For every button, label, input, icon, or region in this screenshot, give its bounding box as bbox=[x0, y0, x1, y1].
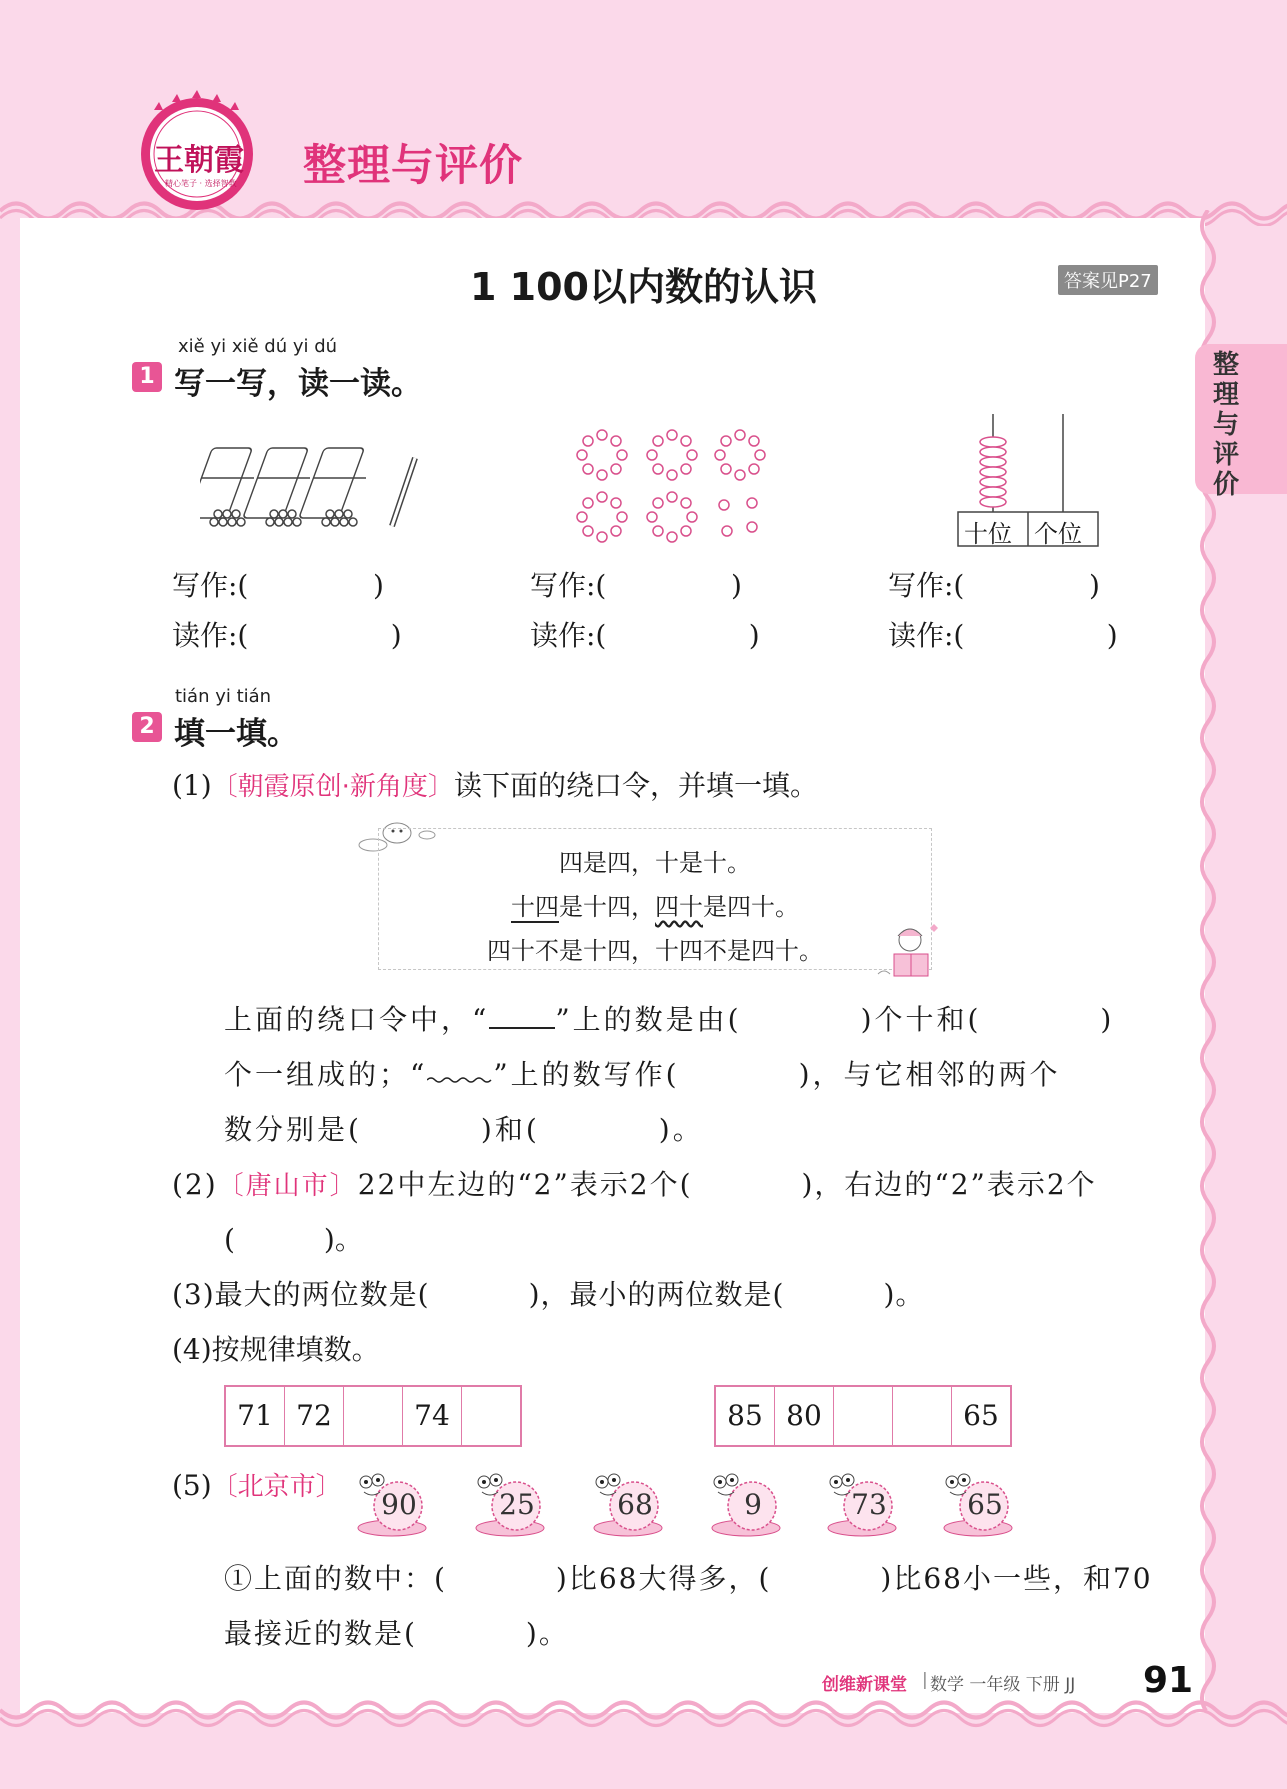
stick-bundles-image bbox=[200, 438, 430, 538]
part1-line1-b[interactable]: ”上的数是由( )个十和( ) bbox=[555, 1003, 1115, 1036]
seq2-blank-cell[interactable] bbox=[834, 1387, 893, 1445]
poem-line-2-b: 是十四， bbox=[559, 893, 655, 921]
logo-subtext: 精心笔子 · 选择智教 bbox=[165, 179, 237, 188]
wave-border-bottom bbox=[0, 1700, 1287, 1730]
part1-prefix: (1) bbox=[172, 769, 212, 802]
part1-wavy-underline-sample bbox=[427, 1058, 493, 1080]
q2-part3[interactable]: (3)最大的两位数是( )，最小的两位数是( )。 bbox=[172, 1278, 925, 1311]
q1-pinyin: xiě yi xiě dú yi dú bbox=[178, 336, 338, 357]
poem-wavy-word: 四十 bbox=[655, 893, 703, 921]
poem-line-3: 四十不是十四，十四不是四十。 bbox=[487, 937, 823, 965]
q2-part1-heading bbox=[172, 764, 818, 804]
number-sequence-1 bbox=[224, 1385, 522, 1447]
q1-write-2[interactable]: 写作:( ) bbox=[530, 569, 742, 602]
snail-number-card bbox=[706, 1470, 784, 1538]
poem-line-1: 四是四，十是十。 bbox=[559, 849, 751, 877]
q1-read-3[interactable]: 读作:( ) bbox=[888, 619, 1118, 652]
bead-rings-image bbox=[572, 425, 772, 545]
poem-underlined-word: 十四 bbox=[511, 893, 559, 921]
abacus-label-tens: 十位 bbox=[964, 520, 1012, 548]
q2-part4: (4)按规律填数。 bbox=[172, 1333, 380, 1366]
number-sequence-2 bbox=[714, 1385, 1012, 1447]
snail-number: 68 bbox=[617, 1488, 653, 1521]
q1-read-2[interactable]: 读作:( ) bbox=[530, 619, 760, 652]
part2-text[interactable]: 22中左边的“2”表示2个( )，右边的“2”表示2个 bbox=[357, 1168, 1097, 1201]
q2-part2-line1 bbox=[172, 1163, 1097, 1203]
seq2-cell: 80 bbox=[775, 1387, 834, 1445]
seq1-blank-cell[interactable] bbox=[344, 1387, 403, 1445]
snail-number-card bbox=[352, 1470, 430, 1538]
snail-number: 9 bbox=[744, 1488, 762, 1521]
seq1-cell: 74 bbox=[403, 1387, 462, 1445]
part1-instruction: 读下面的绕口令，并填一填。 bbox=[453, 769, 818, 802]
q1-read-1[interactable]: 读作:( ) bbox=[172, 619, 402, 652]
seq2-cell: 65 bbox=[963, 1399, 999, 1432]
q1-write-1[interactable]: 写作:( ) bbox=[172, 569, 384, 602]
poem-line-2-d: 是四十。 bbox=[703, 893, 799, 921]
seq1-blank-cell[interactable] bbox=[462, 1387, 520, 1445]
part2-source-tag: 〔唐山市〕 bbox=[217, 1171, 358, 1201]
q2-part1-line1 bbox=[224, 998, 1114, 1038]
q2-number: 2 bbox=[132, 712, 162, 742]
tongue-twister-box bbox=[378, 828, 932, 970]
q2-part5-heading bbox=[172, 1466, 342, 1503]
logo-text: 王朝霞 bbox=[154, 143, 244, 178]
q2-title: 填一填。 bbox=[174, 716, 298, 752]
snail-number-card bbox=[470, 1470, 548, 1538]
part1-line2-b[interactable]: ”上的数写作( )，与它相邻的两个 bbox=[493, 1058, 1061, 1091]
snail-number: 73 bbox=[851, 1488, 887, 1521]
snail-number-card bbox=[938, 1470, 1016, 1538]
q2-part5-question1[interactable]: ①上面的数中：( )比68大得多，( )比68小一些，和70 bbox=[224, 1562, 1153, 1595]
q2-part1-line2 bbox=[224, 1053, 1061, 1093]
part1-line1-a: 上面的绕口令中，“ bbox=[224, 1003, 490, 1036]
part2-prefix: (2) bbox=[172, 1168, 218, 1201]
snail-number-card bbox=[588, 1470, 666, 1538]
part1-straight-underline-sample bbox=[489, 1005, 555, 1029]
q2-part2-line2[interactable]: ( )。 bbox=[224, 1223, 363, 1256]
q2-pinyin: tián yi tián bbox=[175, 686, 272, 707]
snail-number: 90 bbox=[381, 1488, 417, 1521]
footer-divider: | bbox=[922, 1670, 928, 1690]
q1-title: 写一写，读一读。 bbox=[174, 366, 422, 402]
chapter-title: 整理与评价 bbox=[303, 141, 523, 191]
snail-number: 65 bbox=[967, 1488, 1003, 1521]
abacus-label-ones: 个位 bbox=[1034, 520, 1082, 548]
part5-source-tag: 〔北京市〕 bbox=[211, 1472, 342, 1502]
q1-write-3[interactable]: 写作:( ) bbox=[888, 569, 1100, 602]
seq2-blank-cell[interactable] bbox=[893, 1387, 952, 1445]
page-number: 91 bbox=[1143, 1660, 1194, 1701]
poem-line-2 bbox=[379, 887, 931, 922]
section-title: 1 100以内数的认识 bbox=[470, 265, 817, 309]
part1-source-tag: 〔朝霞原创·新角度〕 bbox=[211, 772, 454, 802]
seq1-cell: 72 bbox=[285, 1387, 344, 1445]
girl-reading-icon bbox=[868, 922, 948, 982]
snail-number: 25 bbox=[499, 1488, 535, 1521]
snail-number-card bbox=[822, 1470, 900, 1538]
footer-brand: 创维新课堂 bbox=[822, 1675, 907, 1695]
seq2-cell: 85 bbox=[716, 1387, 775, 1445]
seq1-cell: 71 bbox=[226, 1387, 285, 1445]
side-tab-label: 整理与评价 bbox=[1212, 350, 1239, 500]
answer-reference: 答案见P27 bbox=[1058, 265, 1158, 295]
q1-number: 1 bbox=[132, 362, 162, 392]
part5-prefix: (5) bbox=[172, 1469, 212, 1502]
footer-book-info: 数学 一年级 下册 JJ bbox=[930, 1675, 1076, 1695]
q2-part1-line3[interactable]: 数分别是( )和( )。 bbox=[224, 1113, 704, 1146]
q2-part5-question1-line2[interactable]: 最接近的数是( )。 bbox=[224, 1617, 569, 1650]
part1-line2-a: 个一组成的；“ bbox=[224, 1058, 428, 1091]
